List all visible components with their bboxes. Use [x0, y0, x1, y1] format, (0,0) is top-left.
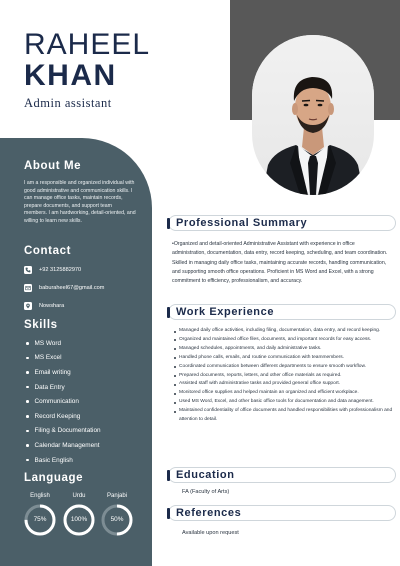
references-heading-box: [168, 505, 396, 521]
skill-item: MS Word: [26, 336, 101, 351]
location-icon: [24, 302, 32, 310]
email-text: baburaheel67@gmail.com: [39, 285, 105, 291]
skill-item: Record Keeping: [26, 409, 101, 424]
references-heading: References: [176, 507, 245, 519]
skill-item: Filing & Documentation: [26, 424, 101, 439]
experience-item: Managed schedules, appointments, and daily administrative tasks.: [174, 345, 394, 354]
language-heading: Language: [24, 472, 84, 484]
education-heading: Education: [176, 469, 239, 481]
language-name-urdu: Urdu: [72, 493, 86, 499]
skill-item: Email writing: [26, 365, 101, 380]
education-text: FA (Faculty of Arts): [182, 489, 230, 495]
contact-location: [24, 302, 64, 310]
experience-item: Handled phone calls, emails, and routine communication with teammembers.: [174, 354, 394, 363]
skill-item: Calendar Management: [26, 438, 101, 453]
language-percent-english: 75%: [33, 516, 47, 523]
about-text: I am a responsible and organized individual with good administrative and communication skills. I can manage office tasks, maintain records, prepare documents, and support team members. I am hardworking, detail-oriented, and willing to learn new skills.: [24, 180, 136, 224]
skills-heading: Skills: [24, 319, 58, 331]
contact-phone[interactable]: [24, 266, 81, 274]
summary-heading-box: [168, 215, 396, 231]
experience-heading: Work Experience: [176, 306, 278, 318]
experience-heading-box: [168, 304, 396, 320]
experience-item: Coordinated communication between different departments to ensure smooth workflow.: [174, 363, 394, 372]
phone-text: +92 3125882970: [39, 267, 82, 273]
experience-item: Prepared documents, reports, letters, and other office materials as required.: [174, 372, 394, 381]
contact-email[interactable]: [24, 284, 104, 292]
email-icon: [24, 284, 32, 292]
experience-item: Monitored office supplies and helped maintain an organized and efficient workplace.: [174, 389, 394, 398]
language-name-panjabi: Panjabi: [106, 493, 127, 499]
summary-heading: Professional Summary: [176, 217, 311, 229]
phone-icon: [24, 266, 32, 274]
skills-list: [26, 336, 101, 467]
references-text: Available upon request: [182, 530, 239, 536]
experience-item: Managed daily office activities, including filing, documentation, data entry, and record keeping.: [174, 327, 394, 336]
language-name-english: English: [30, 493, 50, 499]
experience-item: Used MS Word, Excel, and other basic office tools for documentation and data anagement.: [174, 398, 394, 407]
language-percent-urdu: 100%: [70, 516, 88, 523]
summary-text: •Organized and detail-oriented Administrative Assistant with experience in office administration, documentation, data entry, record keeping, scheduling, and team coordination. Skilled in managing daily office tasks, maintaining accurate records, handling communication, and supporting smooth office operations. Proficient in MS Word and Excel, with a strong commitment to efficiency, professionalism, and accuracy.: [172, 241, 388, 285]
about-heading: About Me: [24, 160, 82, 172]
sidebar: [0, 138, 152, 566]
skill-item: Communication: [26, 394, 101, 409]
first-name: RAHEEL: [24, 28, 151, 61]
language-percent-panjabi: 50%: [110, 516, 124, 523]
location-text: Nowshara: [39, 303, 65, 309]
contact-heading: Contact: [24, 245, 72, 257]
profile-photo: [252, 35, 374, 195]
skill-item: MS Excel: [26, 351, 101, 366]
experience-item: Assisted staff with administrative tasks and provided general office support.: [174, 380, 394, 389]
experience-item: Maintained confidentiality of office documents and handled responsibilities with professionalism and attention to detail.: [174, 407, 394, 425]
skill-item: Data Entry: [26, 380, 101, 395]
name-block: [24, 30, 150, 111]
job-title: Admin assistant: [24, 96, 112, 110]
skill-item: Basic English: [26, 453, 101, 468]
experience-list: [174, 327, 394, 425]
experience-item: Organized and maintained office files, documents, and important records for easy access.: [174, 336, 394, 345]
portrait-illustration: [252, 35, 374, 195]
education-heading-box: [168, 467, 396, 483]
last-name: KHAN: [24, 59, 117, 92]
